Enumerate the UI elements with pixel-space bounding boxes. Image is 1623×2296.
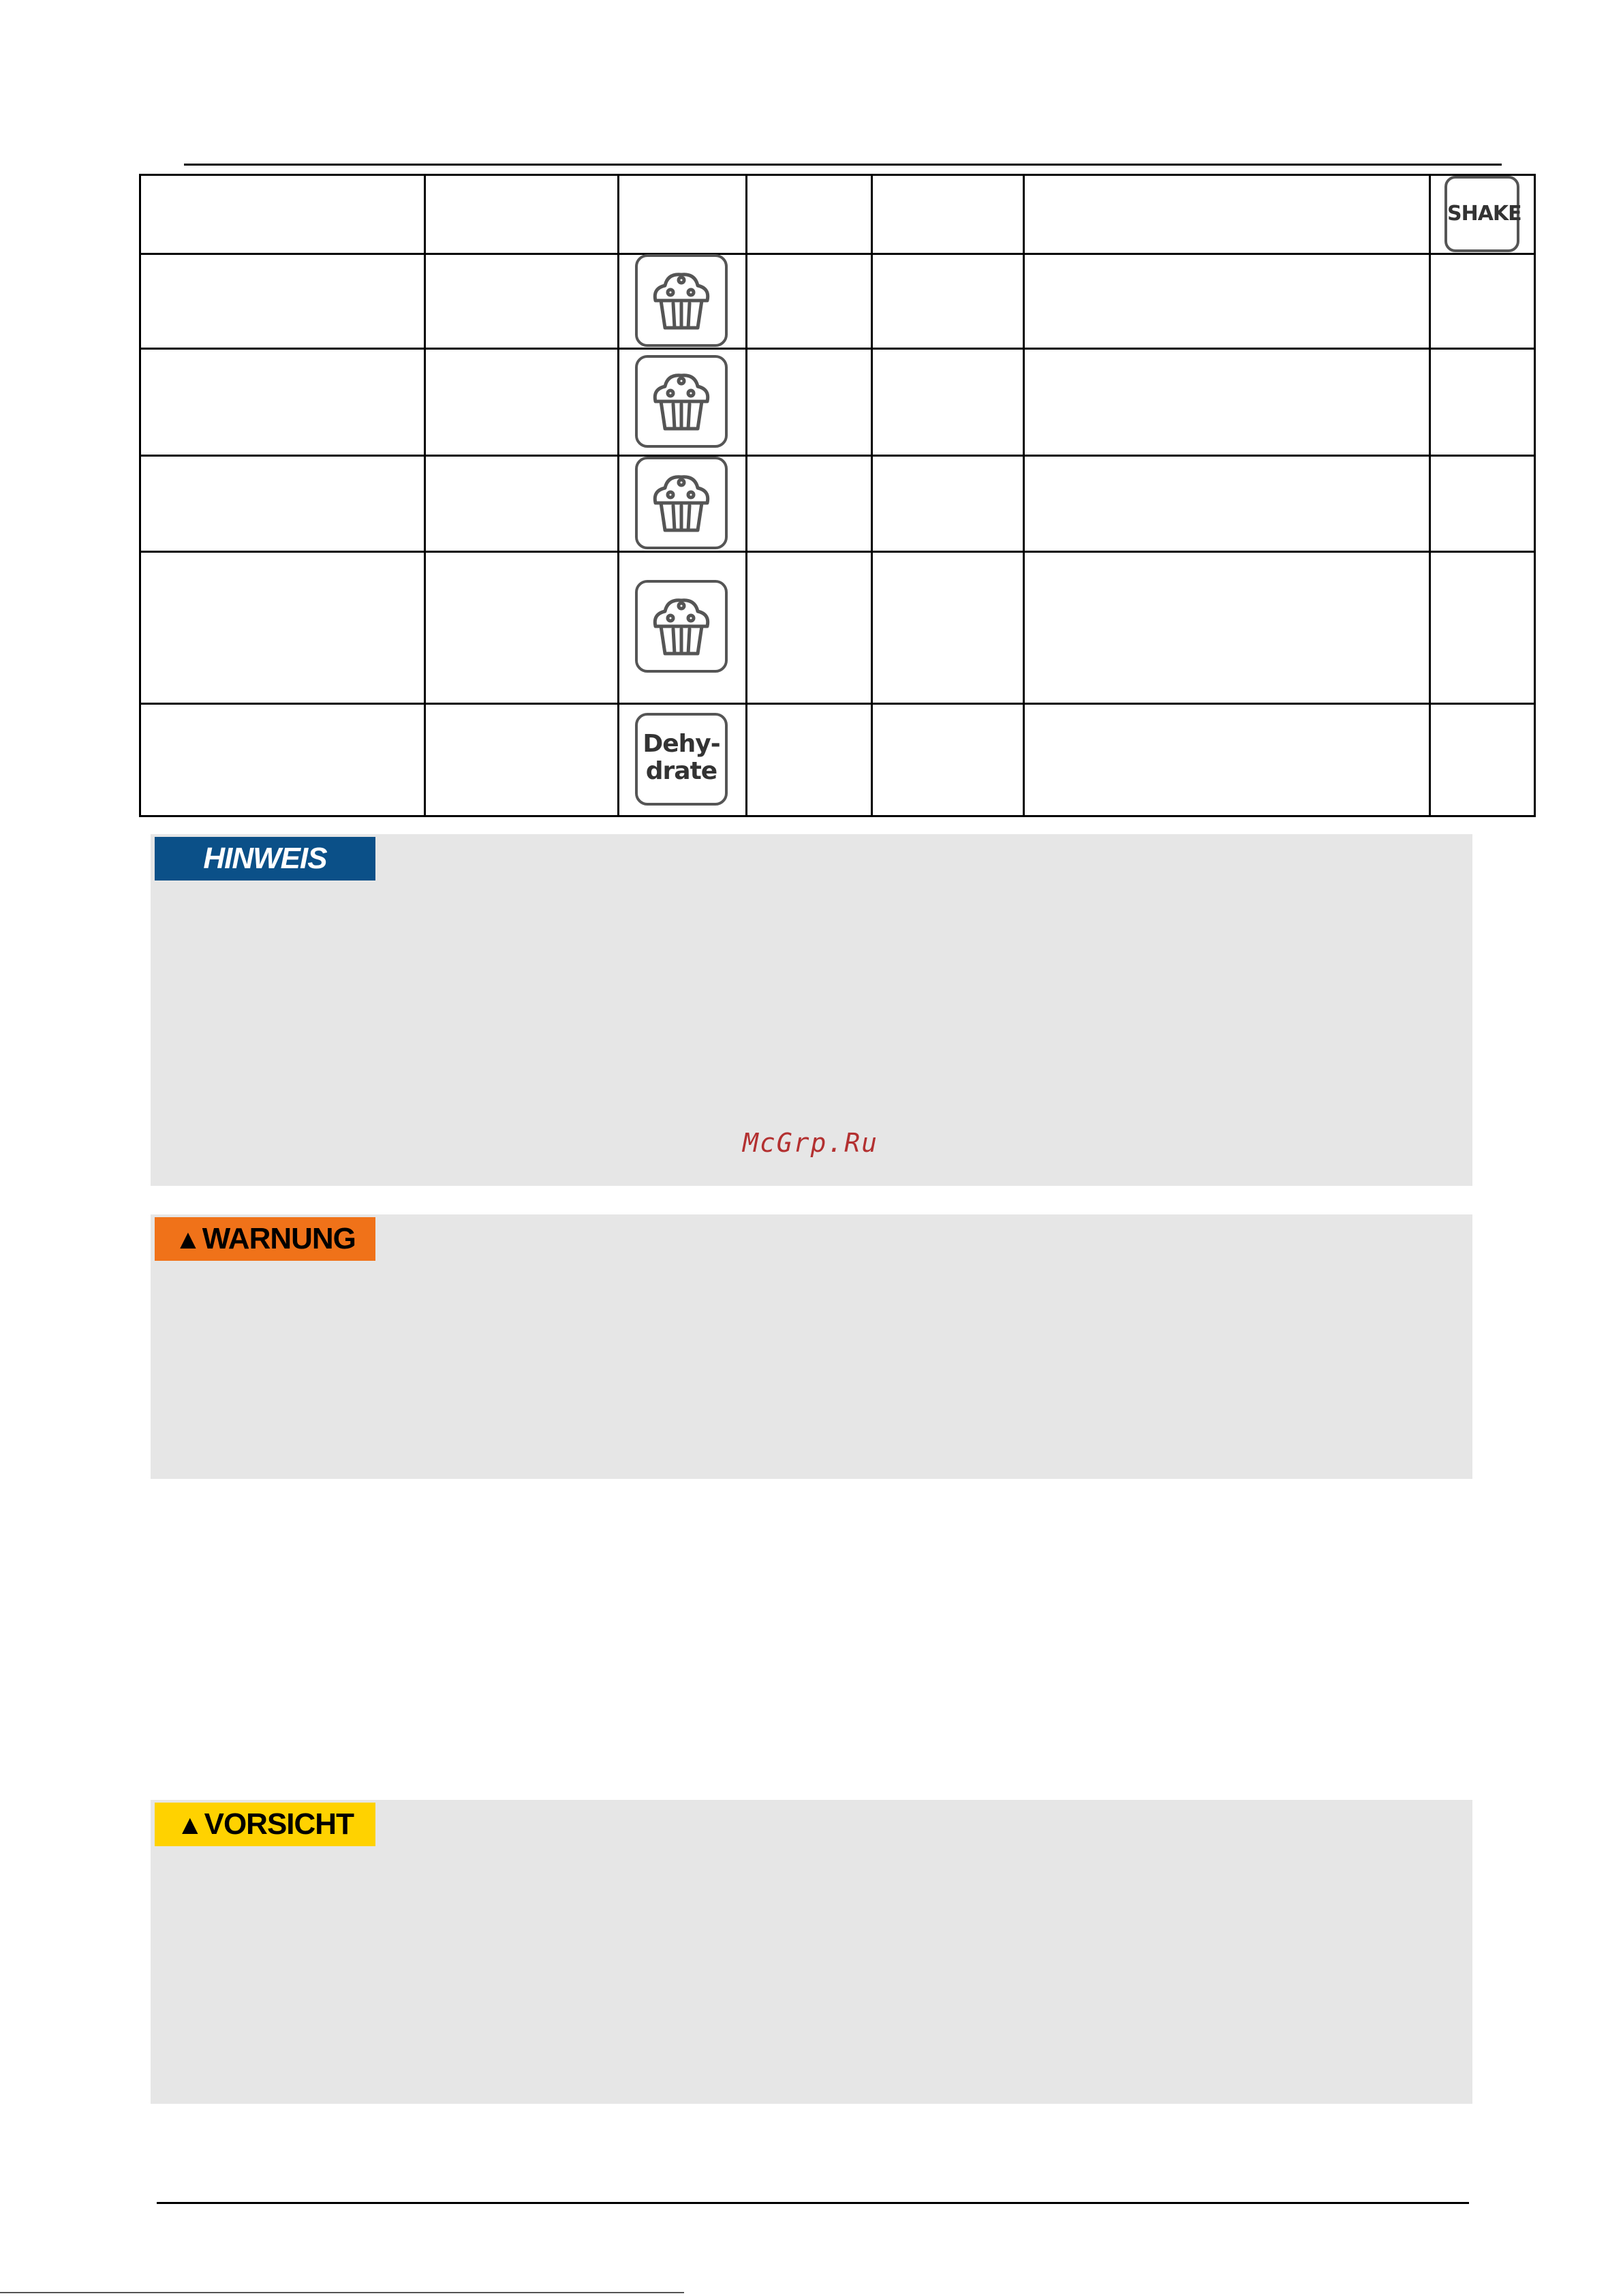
table-col-divider	[871, 174, 873, 817]
table-col-divider	[745, 174, 747, 817]
muffin-icon	[635, 254, 728, 347]
table-border-left	[139, 174, 141, 817]
table-border-top	[139, 174, 1536, 176]
shake-label: SHAKE	[1447, 202, 1521, 226]
muffin-icon	[635, 580, 728, 673]
table-row-divider	[139, 253, 1536, 255]
table-border-bottom	[139, 815, 1536, 817]
table-col-divider	[617, 174, 619, 817]
header-rule	[184, 164, 1502, 166]
vorsicht-label: VORSICHT	[204, 1807, 354, 1841]
muffin-icon	[635, 355, 728, 448]
table-row-divider	[139, 455, 1536, 457]
notice-vorsicht	[151, 1800, 1472, 2104]
watermark: McGrp.Ru	[743, 1128, 879, 1158]
table-col-divider	[424, 174, 426, 817]
hinweis-badge: HINWEIS	[155, 837, 375, 881]
table-col-divider	[1429, 174, 1431, 817]
footer-rule	[157, 2202, 1469, 2204]
warnung-badge	[155, 1217, 375, 1261]
table-row-divider	[139, 703, 1536, 705]
bottom-edge-rule	[0, 2292, 684, 2293]
muffin-icon	[635, 457, 728, 549]
shake-icon	[1444, 176, 1519, 252]
caution-triangle-icon: ▲	[176, 1810, 203, 1840]
dehydrate-icon	[635, 713, 728, 806]
warning-triangle-icon: ▲	[174, 1225, 201, 1255]
warnung-label: WARNUNG	[202, 1222, 356, 1255]
table-border-right	[1534, 174, 1536, 817]
table-col-divider	[1023, 174, 1025, 817]
table-row-divider	[139, 348, 1536, 350]
vorsicht-badge	[155, 1803, 375, 1846]
table-row-divider	[139, 551, 1536, 553]
notice-warnung	[151, 1214, 1472, 1479]
dehydrate-label: Dehy- drate	[643, 730, 720, 785]
